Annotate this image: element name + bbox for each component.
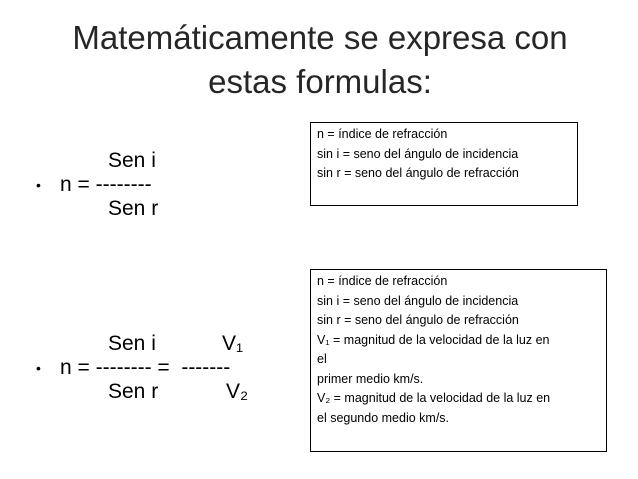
definition-line: primer medio km/s.: [317, 371, 424, 386]
definition-line: sin i = seno del ángulo de incidencia: [317, 146, 519, 161]
definition-line: V₂ = magnitud de la velocidad de la luz en: [317, 391, 551, 405]
formula-1-numerator: Sen i: [108, 149, 156, 172]
formula-1-bullet: •: [36, 177, 41, 193]
formula-2-bullet: •: [36, 360, 41, 376]
definition-line: n = índice de refracción: [317, 127, 448, 141]
formula-2-numerator: Sen i: [108, 332, 156, 355]
title-line-1: Matemáticamente se expresa con: [72, 19, 568, 56]
definition-line: n = índice de refracción: [317, 274, 448, 288]
formula-1-expression: n = --------: [60, 173, 152, 196]
definition-line: sin r = seno del ángulo de refracción: [317, 313, 519, 327]
definitions-box-1: [310, 122, 578, 206]
formula-2-numerator-v1: V₁: [222, 332, 244, 355]
definition-line: el: [317, 352, 327, 366]
definition-line: V₁ = magnitud de la velocidad de la luz en: [317, 332, 550, 347]
formula-2-denominator: Sen r: [108, 380, 159, 403]
definition-line: sin r = seno del ángulo de refracción: [317, 166, 519, 180]
formula-2-denominator-v2: V₂: [226, 380, 249, 403]
slide-title: [40, 16, 600, 104]
definitions-box-2: [310, 269, 607, 452]
definition-line: el segundo medio km/s.: [317, 410, 450, 425]
formula-1-denominator: Sen r: [108, 197, 159, 220]
definition-line: sin i = seno del ángulo de incidencia: [317, 293, 519, 308]
formula-2-expression: n = -------- = -------: [60, 356, 231, 379]
title-line-2: estas formulas:: [208, 63, 432, 100]
